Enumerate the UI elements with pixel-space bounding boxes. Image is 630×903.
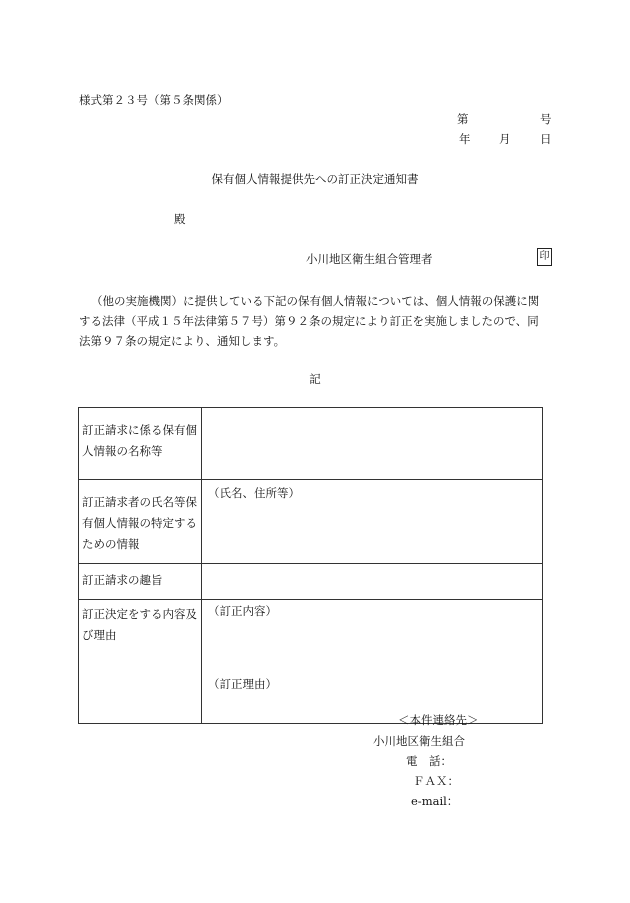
contact-organization: 小川地区衛生組合 [373,734,465,748]
contact-fax-label: ＦＡＸ： [413,774,459,788]
row-value: （氏名、住所等） [202,480,543,564]
row-label: 訂正請求の趣旨 [79,564,202,600]
notice-body-line: 法第９７条の規定により、通知します。 [79,334,286,348]
table-row [79,480,543,564]
addressee-suffix: 殿 [174,212,186,226]
row-label: 訂正請求者の氏名等保有個人情報の特定するための情報 [79,480,202,564]
form-number: 様式第２３号（第５条関係） [79,93,229,107]
contact-email-label: e-mail： [411,794,459,808]
document-number-prefix: 第 [457,112,469,126]
table-row [79,600,543,724]
notice-body [79,291,559,351]
sender-name: 小川地区衛生組合管理者 [306,252,433,266]
date-day-label: 日 [540,132,552,146]
contact-heading: ＜本件連絡先＞ [398,713,479,727]
contact-phone-label: 電 話： [406,754,452,768]
row-value [202,408,543,480]
row-label: 訂正請求に係る保有個人情報の名称等 [79,408,202,480]
table-row [79,564,543,600]
document-number-suffix: 号 [540,112,552,126]
table-row [79,408,543,480]
date-year-label: 年 [459,132,471,146]
document-title: 保有個人情報提供先への訂正決定通知書 [211,172,419,186]
notice-body-line: （他の実施機関）に提供している下記の保有個人情報については、個人情報の保護に関 [91,294,540,308]
date-month-label: 月 [499,132,511,146]
seal-mark: 印 [537,248,552,266]
row-label: 訂正決定をする内容及び理由 [79,600,202,724]
notice-body-line: する法律（平成１５年法律第５７号）第９２条の規定により訂正を実施しましたので、同 [79,314,539,328]
correction-reason-label: （訂正理由） [208,677,277,691]
ki-heading: 記 [309,372,321,386]
row-value [202,564,543,600]
row-value-group [202,600,543,724]
details-table [78,407,543,724]
correction-content-label: （訂正内容） [208,604,277,618]
